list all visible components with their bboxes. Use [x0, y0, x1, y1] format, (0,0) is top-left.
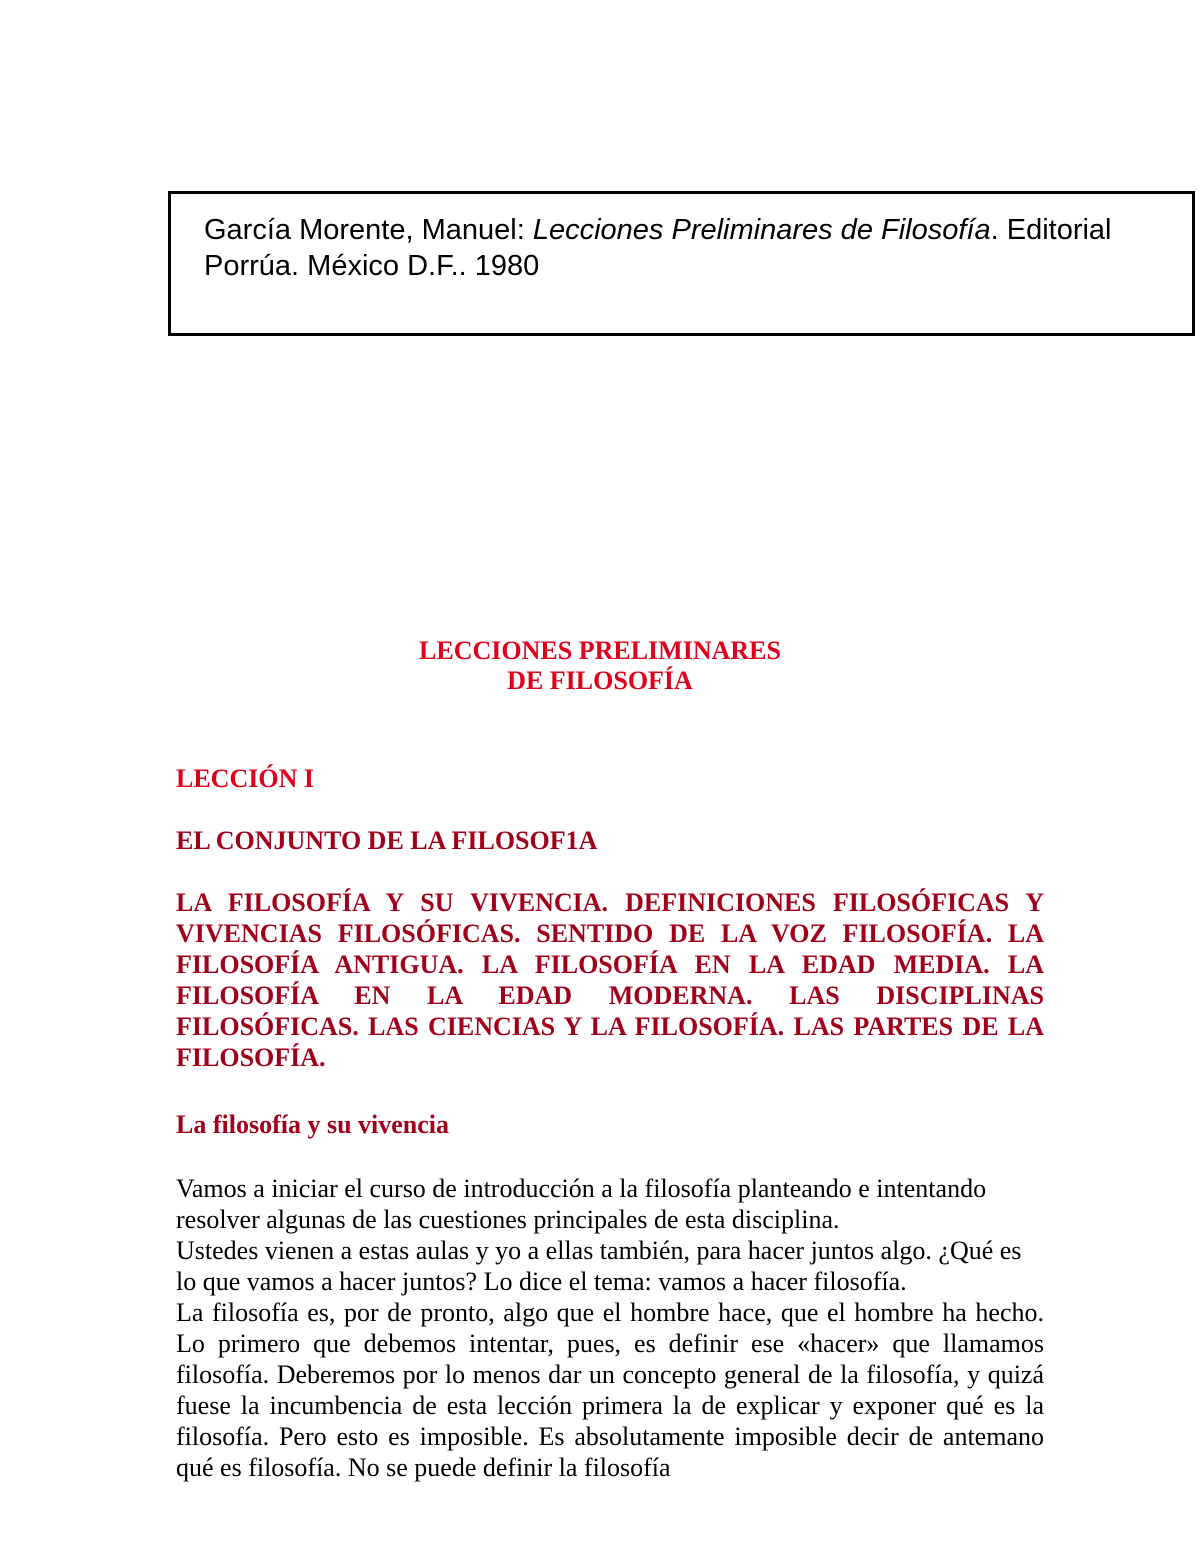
lesson-number: LECCIÓN I — [176, 764, 314, 793]
paragraph: La filosofía es, por de pronto, algo que el hombre hace, que el hombre ha hecho. Lo primero que debemos intentar, pues, es definir ese «hacer» que llamamos filosofía. Deberemos por lo menos dar un concepto general de la filosofía, y quizá fuese la incumbencia de esta lección primera la de explicar y exponer qué es la filosofía. Pero esto es imposible. Es absolutamente imposible decir de antemano qué es filosofía. No se puede definir la filosofía — [176, 1298, 1044, 1482]
citation-author: García Morente, Manuel: — [204, 214, 533, 246]
citation-box — [168, 191, 1195, 336]
citation-book-title: Lecciones Preliminares de Filosofía — [532, 214, 991, 246]
title-line-2: DE FILOSOFÍA — [507, 666, 693, 695]
paragraph: Vamos a iniciar el curso de introducción a la filosofía planteando e intentando resolver algunas de las cuestiones principales de esta disciplina. — [176, 1174, 987, 1234]
title-line-1: LECCIONES PRELIMINARES — [419, 636, 781, 665]
subheading: La filosofía y su vivencia — [176, 1110, 450, 1139]
citation-publisher: . Editorial Porrúa. México D.F.. 1980 — [204, 214, 1112, 282]
paragraph: Ustedes vienen a estas aulas y yo a ellas también, para hacer juntos algo. ¿Qué es lo que vamos a hacer juntos? Lo dice el tema: vamos a hacer filosofía. — [176, 1236, 1022, 1296]
lesson-summary: LA FILOSOFÍA Y SU VIVENCIA. DEFINICIONES FILOSÓFICAS Y VIVENCIAS FILOSÓFICAS. SENTIDO DE LA VOZ FILOSOFÍA. LA FILOSOFÍA ANTIGUA. LA FILOSOFÍA EN LA EDAD MEDIA. LA FILOSOFÍA EN LA EDAD MODERNA. LAS DISCIPLINAS FILOSÓFICAS. LAS CIENCIAS Y LA FILOSOFÍA. LAS PARTES DE LA FILOSOFÍA. — [176, 888, 1044, 1072]
body-text — [176, 1173, 1044, 1483]
document-title — [0, 636, 1200, 696]
section-title: EL CONJUNTO DE LA FILOSOF1A — [176, 826, 598, 855]
